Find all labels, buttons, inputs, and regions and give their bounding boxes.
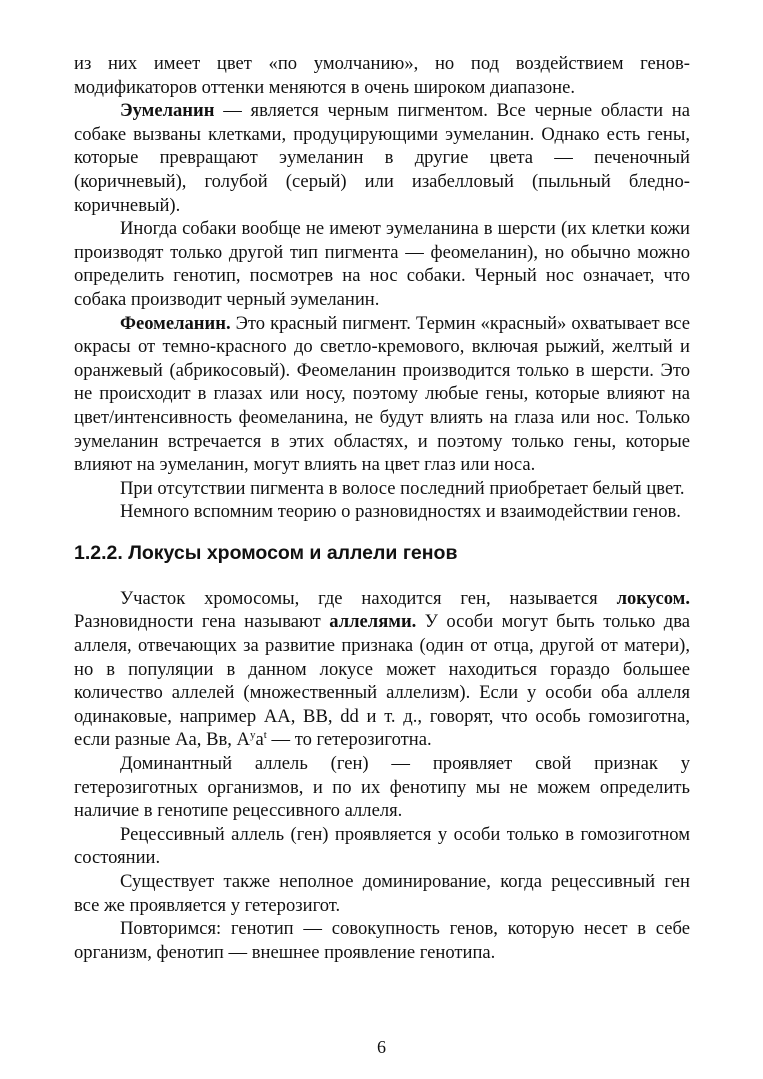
paragraph-text: Рецессивный аллель (ген) проявляется у особи только в гомозиготном состоянии. xyxy=(74,823,690,869)
paragraph-locus xyxy=(74,587,690,752)
term-pheomelanin: Феомеланин. xyxy=(120,312,231,334)
term-locus: локусом. xyxy=(616,587,690,609)
paragraph-summary xyxy=(74,917,690,964)
superscript: y xyxy=(249,729,256,742)
page-number: 6 xyxy=(377,1037,386,1057)
term-alleles: аллелями. xyxy=(329,611,417,633)
paragraph-1 xyxy=(74,52,690,99)
paragraph-text: — является черным пигментом. Все черные области на собаке вызваны клетками, продуцирующими эумеланин. Однако есть гены, которые превращают эумеланин в другие цвета — печеночный (коричневый), голубой (серый) или изабелловый (пыльный бледно-коричневый). xyxy=(74,100,690,216)
paragraph-text: Участок хромосомы, где находится ген, называется xyxy=(120,587,617,609)
page-body xyxy=(74,52,690,964)
paragraph-recessive xyxy=(74,823,690,870)
paragraph-text: Существует также неполное доминирование, когда рецессивный ген все же проявляется у гетерозигот. xyxy=(74,871,690,916)
paragraph-text: Доминантный аллель (ген) — проявляет свой признак у гетерозиготных организмов, и по их фенотипу мы не можем определить наличие в генотипе рецессивного аллеля. xyxy=(74,753,690,822)
superscript: t xyxy=(263,729,267,742)
paragraph-nose xyxy=(74,217,690,311)
paragraph-dominant xyxy=(74,752,690,823)
paragraph-text: Повторимся: генотип — совокупность генов, которую несет в себе организм, фенотип — внешнее проявление генотипа. xyxy=(74,918,690,963)
paragraph-text: У особи могут быть только два аллеля, отвечающих за развитие признака (один от отца, другой от матери), но в популяции в данном локусе может находиться гораздо большее количество аллелей (множественный аллелизм). Если у особи оба аллеля одинаковые, например AA, BB, dd и т. д., говорят, что особь гомозиготна, если разные Aa, Вв, A xyxy=(74,611,690,751)
paragraph-text: При отсутствии пигмента в волосе последний приобретает белый цвет. xyxy=(120,477,685,499)
paragraph-incomplete xyxy=(74,870,690,917)
paragraph-text: Иногда собаки вообще не имеют эумеланина в шерсти (их клетки кожи производят только другой тип пигмента — феомеланин), но обычно можно определить генотип, посмотрев на нос собаки. Черный нос означает, что собака производит черный эумеланин. xyxy=(74,218,690,310)
section-heading: 1.2.2. Локусы хромосом и аллели генов xyxy=(74,541,458,564)
term-eumelanin: Эумеланин xyxy=(120,100,215,122)
paragraph-eumelanin xyxy=(74,99,690,217)
paragraph-theory xyxy=(74,500,690,524)
paragraph-pheomelanin xyxy=(74,312,690,477)
paragraph-white xyxy=(74,477,690,501)
paragraph-text: из них имеет цвет «по умолчанию», но под воздействием генов-модификаторов оттенки меняются в очень широком диапазоне. xyxy=(74,53,690,98)
paragraph-text: Немного вспомним теорию о разновидностях и взаимодействии генов. xyxy=(120,501,681,523)
paragraph-text: Разновидности гена называют xyxy=(74,611,330,633)
paragraph-text: Это красный пигмент. Термин «красный» охватывает все окрасы от темно-красного до светло-кремового, включая рыжий, желтый и оранжевый (абрикосовый). Феомеланин производится только в шерсти. Это не происходит в глазах или носу, поэтому любые гены, которые влияют на цвет/интенсивность феомеланина, не будут влиять на глаза или нос. Только эумеланин встречается в этих областях, и поэтому только гены, которые влияют на эумеланин, могут влиять на цвет глаз или носа. xyxy=(74,312,690,476)
paragraph-text: — то гетерозиготна. xyxy=(266,729,432,751)
paragraph-text: a xyxy=(255,729,264,751)
